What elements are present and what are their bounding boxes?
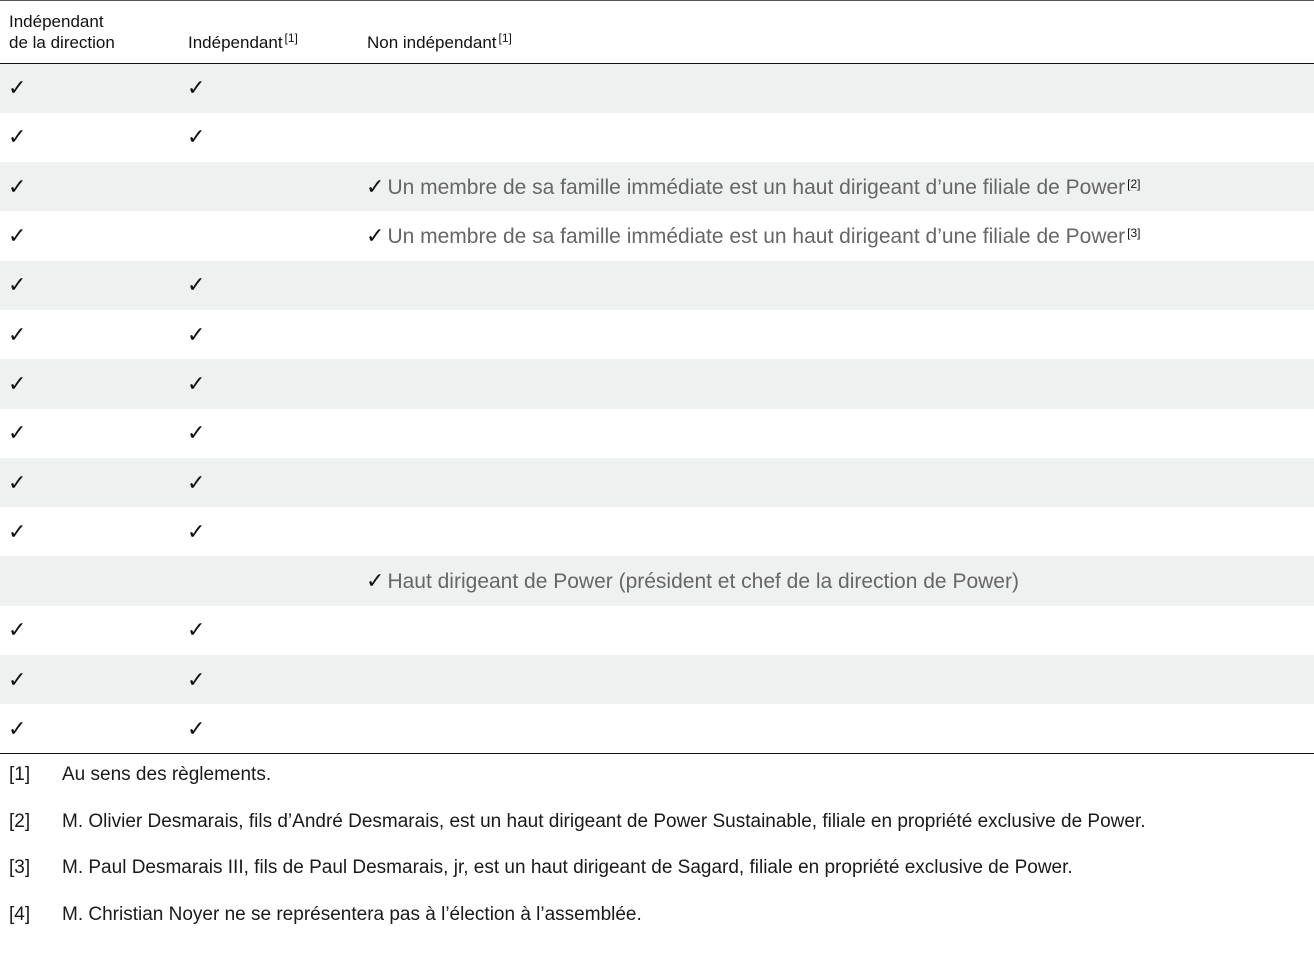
cell-independent <box>180 704 359 753</box>
cell-management-independent <box>0 113 180 162</box>
footnote-number: [1] <box>9 764 31 786</box>
footnote-text: M. Olivier Desmarais, fils d’André Desmarais, est un haut dirigeant de Power Sustainable, filiale en propriété exclusive de Power. <box>62 810 1146 832</box>
check-icon: ✓ <box>8 666 27 692</box>
cell-non-independent <box>359 655 1314 704</box>
cell-management-independent <box>0 64 180 113</box>
table-header <box>0 1 1314 64</box>
check-icon: ✓ <box>187 321 206 347</box>
table-row <box>0 261 1314 310</box>
cell-management-independent <box>0 606 180 655</box>
non-independence-reason: Haut dirigeant de Power (président et chef de la direction de Power) <box>387 570 1019 594</box>
header-label: Indépendant <box>188 33 283 52</box>
cell-independent <box>180 211 359 260</box>
footnote-ref: [3] <box>1127 226 1141 241</box>
non-independence-reason: Un membre de sa famille immédiate est un haut dirigeant d’une filiale de Power <box>387 225 1126 249</box>
table-row <box>0 704 1314 753</box>
cell-independent <box>180 310 359 359</box>
footnote-number: [3] <box>9 857 31 879</box>
check-icon: ✓ <box>8 715 27 741</box>
header-independent <box>180 1 359 64</box>
footnote-text: M. Christian Noyer ne se représentera pas à l’élection à l’assemblée. <box>62 903 642 925</box>
footnote <box>0 857 1314 904</box>
header-management-independent <box>0 1 180 64</box>
cell-independent <box>180 359 359 408</box>
cell-management-independent <box>0 409 180 458</box>
check-icon: ✓ <box>366 568 385 594</box>
cell-management-independent <box>0 556 180 605</box>
cell-independent <box>180 162 359 211</box>
cell-non-independent <box>359 162 1314 211</box>
cell-non-independent <box>359 310 1314 359</box>
cell-non-independent <box>359 359 1314 408</box>
non-independence-reason: Un membre de sa famille immédiate est un haut dirigeant d’une filiale de Power <box>387 175 1126 199</box>
cell-management-independent <box>0 162 180 211</box>
footnote <box>0 811 1314 858</box>
check-icon: ✓ <box>8 124 27 150</box>
check-icon: ✓ <box>187 272 206 298</box>
cell-independent <box>180 261 359 310</box>
table-row <box>0 409 1314 458</box>
check-icon: ✓ <box>187 370 206 396</box>
footnote <box>0 904 1314 951</box>
header-line1: Indépendant <box>9 12 104 31</box>
check-icon: ✓ <box>187 420 206 446</box>
cell-non-independent <box>359 113 1314 162</box>
cell-independent <box>180 507 359 556</box>
cell-independent <box>180 606 359 655</box>
cell-management-independent <box>0 261 180 310</box>
check-icon: ✓ <box>8 370 27 396</box>
check-icon: ✓ <box>8 173 27 199</box>
cell-non-independent <box>359 211 1314 260</box>
footnote-ref: [2] <box>1127 176 1141 191</box>
independence-table <box>0 1 1314 754</box>
check-icon: ✓ <box>8 617 27 643</box>
check-icon: ✓ <box>187 75 206 101</box>
table-row <box>0 655 1314 704</box>
check-icon: ✓ <box>187 469 206 495</box>
check-icon: ✓ <box>187 124 206 150</box>
cell-management-independent <box>0 655 180 704</box>
check-icon: ✓ <box>8 75 27 101</box>
cell-non-independent <box>359 64 1314 113</box>
check-icon: ✓ <box>187 617 206 643</box>
table-body <box>0 64 1314 754</box>
footnote-ref: [1] <box>284 31 298 45</box>
cell-non-independent <box>359 704 1314 753</box>
cell-independent <box>180 655 359 704</box>
footnote-number: [2] <box>9 810 31 832</box>
header-label: Non indépendant <box>367 33 497 52</box>
header-non-independent <box>359 1 1314 64</box>
cell-management-independent <box>0 704 180 753</box>
check-icon: ✓ <box>187 666 206 692</box>
table-row <box>0 310 1314 359</box>
table-row <box>0 211 1314 260</box>
check-icon: ✓ <box>366 173 385 199</box>
cell-independent <box>180 458 359 507</box>
table-row <box>0 556 1314 605</box>
header-line2: de la direction <box>9 33 115 52</box>
table-row <box>0 458 1314 507</box>
cell-independent <box>180 113 359 162</box>
check-icon: ✓ <box>187 518 206 544</box>
table-row <box>0 359 1314 408</box>
footnote-number: [4] <box>9 903 31 925</box>
check-icon: ✓ <box>8 321 27 347</box>
cell-non-independent <box>359 556 1314 605</box>
cell-non-independent <box>359 507 1314 556</box>
table-row <box>0 606 1314 655</box>
cell-management-independent <box>0 310 180 359</box>
check-icon: ✓ <box>366 223 385 249</box>
cell-non-independent <box>359 409 1314 458</box>
check-icon: ✓ <box>8 469 27 495</box>
footnote-text: Au sens des règlements. <box>62 764 272 786</box>
check-icon: ✓ <box>8 518 27 544</box>
cell-non-independent <box>359 458 1314 507</box>
check-icon: ✓ <box>8 272 27 298</box>
cell-independent <box>180 409 359 458</box>
footnotes <box>0 764 1314 950</box>
cell-non-independent <box>359 261 1314 310</box>
cell-non-independent <box>359 606 1314 655</box>
cell-management-independent <box>0 507 180 556</box>
table-row <box>0 507 1314 556</box>
table-row <box>0 64 1314 113</box>
footnote-ref: [1] <box>498 31 512 45</box>
check-icon: ✓ <box>8 223 27 249</box>
footnote-text: M. Paul Desmarais III, fils de Paul Desmarais, jr, est un haut dirigeant de Sagard, filiale en propriété exclusive de Power. <box>62 857 1073 879</box>
table-row <box>0 162 1314 211</box>
cell-independent <box>180 556 359 605</box>
check-icon: ✓ <box>8 420 27 446</box>
check-icon: ✓ <box>187 715 206 741</box>
cell-management-independent <box>0 211 180 260</box>
cell-management-independent <box>0 359 180 408</box>
footnote <box>0 764 1314 811</box>
cell-management-independent <box>0 458 180 507</box>
table-row <box>0 113 1314 162</box>
cell-independent <box>180 64 359 113</box>
